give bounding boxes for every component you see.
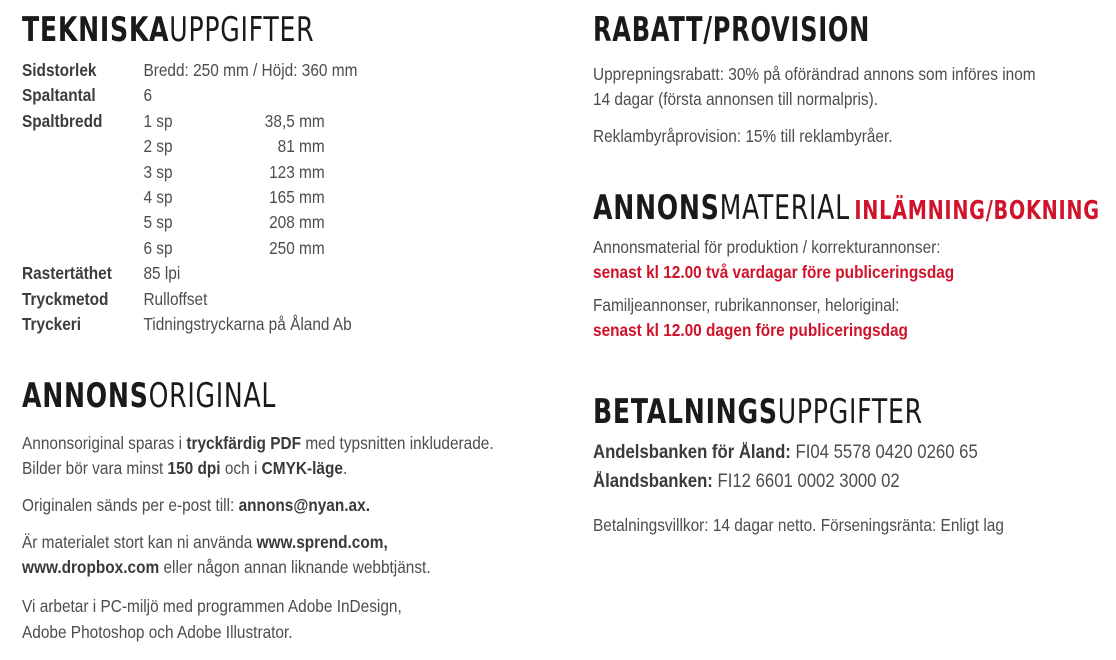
spec-label-empty <box>22 134 143 159</box>
spec-label: Tryckeri <box>22 313 82 334</box>
text-run: Originalen sänds per e-post till: <box>22 495 239 515</box>
bank1-value: FI04 5578 0420 0260 65 <box>790 442 978 463</box>
column-sp: 3 sp <box>143 161 173 182</box>
column-mm: 165 mm <box>269 186 325 207</box>
annonsmaterial-l1 <box>593 235 941 260</box>
annonsmaterial-l2 <box>593 260 954 285</box>
text-run: Familjeannonser, rubrikannonser, heloriginal: <box>593 295 900 315</box>
spec-value: 85 lpi <box>143 263 181 284</box>
annonsoriginal-heading <box>22 376 276 416</box>
spec-row <box>22 83 357 108</box>
spec-label: Tryckmetod <box>22 288 109 309</box>
text-run: 14 dagar (första annonsen till normalpris). <box>593 89 879 109</box>
annonsoriginal-p6 <box>22 594 402 619</box>
bank1-label: Andelsbanken för Åland: <box>593 442 791 463</box>
spec-row <box>22 160 357 185</box>
annonsmaterial-heading-light: MATERIAL <box>719 188 850 228</box>
text-run: med typsnitten inkluderade. <box>301 433 494 453</box>
betalning-heading-bold: BETALNINGS <box>593 392 778 432</box>
rabatt-line1 <box>593 62 1036 87</box>
annonsmaterial-heading-bold: ANNONS <box>593 188 720 228</box>
column-sp: 4 sp <box>143 186 173 207</box>
column-sp: 6 sp <box>143 237 173 258</box>
betalning-terms <box>593 513 1004 538</box>
column-mm: 38,5 mm <box>264 110 325 131</box>
rabatt-line3 <box>593 124 893 149</box>
text-run: Bilder bör vara minst <box>22 458 168 478</box>
bank2-label: Ålandsbanken: <box>593 471 713 492</box>
rabatt-heading-text: RABATT/PROVISION <box>593 10 871 50</box>
spec-label: Spaltbredd <box>22 110 103 131</box>
spec-label: Rastertäthet <box>22 263 112 284</box>
column-mm: 123 mm <box>269 161 325 182</box>
annonsmaterial-heading-red: INLÄMNING/BOKNING <box>854 196 1100 226</box>
spec-value: Tidningstryckarna på Åland Ab <box>143 313 352 334</box>
tekniska-heading <box>22 10 314 50</box>
annonsoriginal-p2 <box>22 456 347 481</box>
email-link[interactable]: annons@nyan.ax. <box>238 495 370 515</box>
text-run-bold: 150 dpi <box>167 458 221 478</box>
spec-row <box>22 312 357 337</box>
betalning-heading <box>593 392 923 432</box>
text-run: Är materialet stort kan ni använda <box>22 532 257 552</box>
annonsoriginal-p7 <box>22 620 293 645</box>
annonsoriginal-p5 <box>22 555 431 580</box>
text-run: . <box>342 458 348 478</box>
bank1-line <box>593 440 978 465</box>
spec-label-empty <box>22 160 143 185</box>
spec-row <box>22 185 357 210</box>
annonsmaterial-l3 <box>593 293 899 318</box>
spec-label-empty <box>22 210 143 235</box>
spec-table <box>22 58 357 337</box>
text-run: Annonsmaterial för produktion / korrekturannonser: <box>593 237 941 257</box>
spec-row <box>22 261 357 286</box>
text-run: Vi arbetar i PC-miljö med programmen Adobe InDesign, <box>22 596 402 616</box>
column-sp: 1 sp <box>143 110 173 131</box>
text-run-bold: CMYK-läge <box>261 458 343 478</box>
annonsoriginal-p3 <box>22 493 370 518</box>
sprend-link[interactable]: www.sprend.com, <box>256 532 388 552</box>
spec-label-empty <box>22 185 143 210</box>
annonsmaterial-heading <box>593 188 1100 228</box>
text-run: Betalningsvillkor: 14 dagar netto. Förseningsränta: Enligt lag <box>593 515 1004 535</box>
spec-label: Spaltantal <box>22 85 96 106</box>
text-run: Upprepningsrabatt: 30% på oförändrad annons som införes inom <box>593 64 1036 84</box>
spec-row <box>22 58 357 83</box>
spec-value: Bredd: 250 mm / Höjd: 360 mm <box>143 60 358 80</box>
spec-label: Sidstorlek <box>22 60 97 80</box>
annonsoriginal-heading-light: ORIGINAL <box>148 376 277 416</box>
text-run: Annonsoriginal sparas i <box>22 433 187 453</box>
spec-row <box>22 287 357 312</box>
column-sp: 5 sp <box>143 212 173 233</box>
bank2-line <box>593 469 900 494</box>
text-run: och i <box>220 458 262 478</box>
spec-label-empty <box>22 236 143 261</box>
tekniska-heading-light: UPPGIFTER <box>169 10 315 50</box>
annonsoriginal-p4 <box>22 530 388 555</box>
annonsoriginal-heading-bold: ANNONS <box>22 376 149 416</box>
rabatt-heading <box>593 10 870 50</box>
spec-row <box>22 210 357 235</box>
deadline-text: senast kl 12.00 två vardagar före publiceringsdag <box>593 262 955 282</box>
deadline-text: senast kl 12.00 dagen före publiceringsdag <box>593 320 908 340</box>
text-run: eller någon annan liknande webbtjänst. <box>159 557 431 577</box>
column-mm: 81 mm <box>277 136 325 157</box>
annonsoriginal-p1 <box>22 431 494 456</box>
column-mm: 208 mm <box>269 212 325 233</box>
column-mm: 250 mm <box>269 237 325 258</box>
spec-value: Rulloffset <box>143 288 208 309</box>
dropbox-link[interactable]: www.dropbox.com <box>22 557 160 577</box>
column-sp: 2 sp <box>143 136 173 157</box>
rabatt-line2 <box>593 87 878 112</box>
text-run-bold: tryckfärdig PDF <box>186 433 302 453</box>
tekniska-heading-bold: TEKNISKA <box>22 10 170 50</box>
spec-row <box>22 236 357 261</box>
text-run: Adobe Photoshop och Adobe Illustrator. <box>22 622 293 642</box>
annonsmaterial-l4 <box>593 318 908 343</box>
spec-value: 6 <box>143 85 153 106</box>
spec-row <box>22 134 357 159</box>
bank2-value: FI12 6601 0002 3000 02 <box>712 471 900 492</box>
betalning-heading-light: UPPGIFTER <box>777 392 923 432</box>
spec-row <box>22 109 357 134</box>
text-run: Reklambyråprovision: 15% till reklambyråer. <box>593 126 893 146</box>
